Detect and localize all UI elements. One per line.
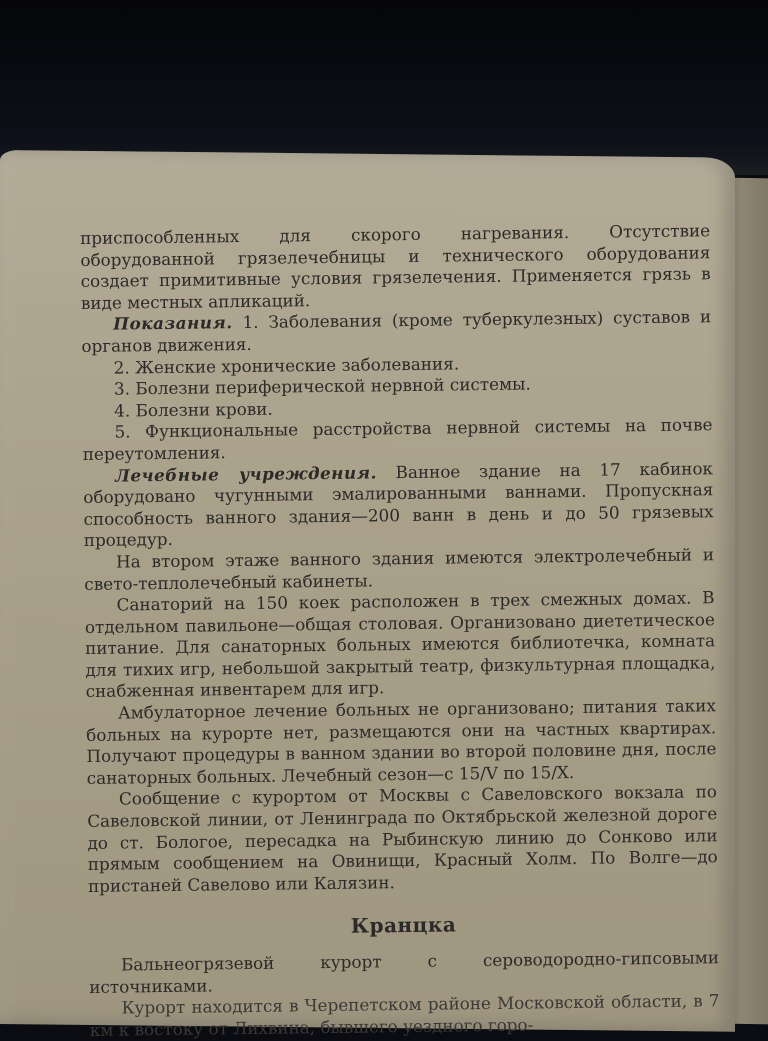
indication-item-3: 3. Болезни периферической нервной системы. xyxy=(113,373,531,399)
paragraph-transport: Сообщение с курортом от Москвы с Савеловского вокзала по Савеловской линии, от Ленинграда по Октябрьской железной дороге до ст. Бологое, пересадка на Рыбинскую линию до Сонково или прямым сообщением на Овинищи, Красный Холм. По Волге—до пристаней Савелово или Калязин. xyxy=(87,781,718,896)
indication-item-4: 4. Болезни крови. xyxy=(114,398,273,421)
indication-item-5: 5. Функциональные расстройства нервной системы на почве переутомления. xyxy=(82,414,713,464)
paragraph-mud-application: приспособленных для скорого нагревания. Отсутствие оборудованной грязелечебницы и технического оборудования создает примитивные условия грязелечения. Применяется грязь в виде местных апликаций. xyxy=(80,220,711,313)
indication-item-2: 2. Женские хронические заболевания. xyxy=(113,352,460,378)
paragraph-resort-location: Курорт находится в Черепетском районе Московской области, в 7 км к востоку от Лихвина, бывшего уездного горо- xyxy=(89,990,720,1040)
section-heading: Кранцка xyxy=(350,912,457,939)
treatment-text: Ванное здание на 17 кабинок оборудовано чугунными эмалированными ваннами. Пропускная способность ванного здания—200 ванн в день и до 50 грязевых процедур. xyxy=(83,457,714,551)
indications-label: Показания. xyxy=(113,312,233,334)
paragraph-treatment-facilities xyxy=(83,458,714,552)
paragraph-second-floor: На втором этаже ванного здания имеются электролечебный и свето-теплолечебный кабинеты. xyxy=(84,544,715,594)
indications-text: 1. Заболевания (кроме туберкулезных) суставов и органов движения. xyxy=(81,306,712,356)
paragraph-ambulatory: Амбулаторное лечение больных не организовано; питания таких больных на курорте нет, размещаются они на частных квартирах. Получают процедуры в ванном здании во второй половине дня, после санаторных больных. Лечебный сезон—с 15/V по 15/X. xyxy=(86,695,717,788)
paragraph-indications xyxy=(81,307,711,358)
paragraph-sanatorium: Санаторий на 150 коек расположен в трех смежных домах. В отдельном павильоне—общая столовая. Организовано диететическое питание. Для санаторных больных имеются библиотечка, комната для тихих игр, небольшой закрытый театр, физкультурная площадка, снабженная инвентарем для игр. xyxy=(84,587,716,702)
page-text xyxy=(80,220,720,1041)
dark-background xyxy=(0,0,768,175)
treatment-label: Лечебные учреждения. xyxy=(114,461,377,486)
paragraph-resort-type: Бальнеогрязевой курорт с сероводородно-гипсовыми источниками. xyxy=(89,947,720,997)
